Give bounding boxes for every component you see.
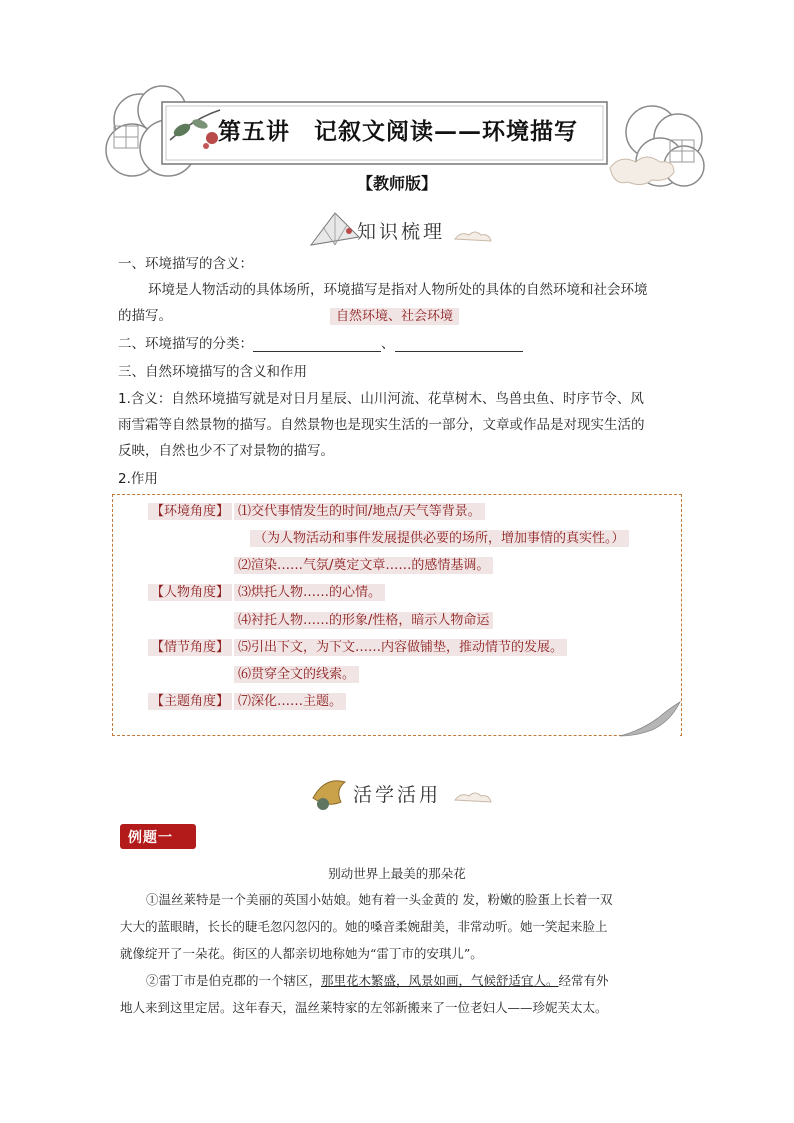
part1-body-line1: 环境是人物活动的具体场所，环境描写是指对人物所处的具体的自然环境和社会环境 <box>148 282 648 298</box>
cloud-icon <box>453 790 493 804</box>
role-item <box>234 663 359 682</box>
role-tag-character <box>148 581 232 600</box>
role-item-text: ⑹贯穿全文的线索。 <box>234 666 359 683</box>
section-title: 活学活用 <box>353 784 442 806</box>
story-p2-line2: 地人来到这里定居。这年春天，温丝莱特家的左邻新搬来了一位老妇人——珍妮芙太太。 <box>120 1000 608 1015</box>
role-tag-plot <box>148 636 232 655</box>
role-item-text: ⑴交代事情发生的时间/地点/天气等背景。 <box>234 503 485 520</box>
role-tag: 【情节角度】 <box>148 639 232 656</box>
story-p1-line3: 就像绽开了一朵花。街区的人都亲切地称她为“雷丁市的安琪儿”。 <box>120 946 483 961</box>
story-p1-line2: 大大的蓝眼睛，长长的睫毛忽闪忽闪的。她的嗓音柔婉甜美，非常动听。她一笑起来脸上 <box>120 919 608 934</box>
role-item <box>234 554 493 573</box>
role-tag-environment <box>148 500 232 519</box>
page-subtitle: 【教师版】 <box>356 174 437 193</box>
role-item <box>234 609 493 628</box>
meaning-line-3: 反映，自然也少不了对景物的描写。 <box>118 443 334 459</box>
role-tag: 【环境角度】 <box>148 503 232 520</box>
cloud-icon <box>453 229 493 243</box>
answer-blank-1 <box>253 337 381 352</box>
story-p2-line1 <box>146 971 609 989</box>
answer-highlight: 自然环境、社会环境 <box>330 308 459 325</box>
example-badge <box>120 824 196 849</box>
page-curl-icon <box>612 700 684 740</box>
story-p1-line1: ①温丝莱特是一个美丽的英国小姑娘。她有着一头金黄的 发，粉嫩的脸蛋上长着一双 <box>146 892 613 907</box>
role-item-text: ⑺深化……主题。 <box>234 693 346 710</box>
story-p2-prefix: ②雷丁市是伯克郡的一个辖区， <box>146 973 322 988</box>
fish-icon <box>305 768 355 812</box>
fan-icon <box>305 207 365 251</box>
role-tag: 【主题角度】 <box>148 693 232 710</box>
meaning-line-1: 1.含义：自然环境描写就是对日月星辰、山川河流、花草树木、鸟兽虫鱼、时序节令、风 <box>118 391 644 407</box>
effect-heading: 2.作用 <box>118 471 158 487</box>
part1-body-line2: 的描写。 <box>118 308 172 324</box>
answer-blank-2 <box>395 337 523 352</box>
role-item <box>234 500 485 519</box>
role-item-text: ⑷衬托人物……的形象/性格，暗示人物命运 <box>234 612 493 629</box>
role-item <box>250 527 629 546</box>
role-item-text: ⑸引出下文，为下文……内容做铺垫，推动情节的发展。 <box>234 639 567 656</box>
meaning-line-2: 雨雪霜等自然景物的描写。自然景物也是现实生活的一部分，文章或作品是对现实生活的 <box>118 417 645 433</box>
role-item <box>234 581 385 600</box>
story-p2-suffix: 经常有外 <box>558 973 609 988</box>
example-badge-label: 例题一 <box>128 830 173 846</box>
role-item <box>234 636 567 655</box>
story-p2-underlined: 那里花木繁盛，风景如画，气候舒适宜人。 <box>321 973 559 988</box>
part2-row <box>118 334 523 354</box>
page-title: 第五讲 记叙文阅读——环境描写 <box>218 118 578 145</box>
section-header-knowledge <box>305 207 490 251</box>
blank-separator: 、 <box>381 336 395 352</box>
role-item-text: ⑶烘托人物……的心情。 <box>234 584 385 601</box>
part3-heading: 三、自然环境描写的含义和作用 <box>118 364 307 380</box>
part2-heading: 二、环境描写的分类： <box>118 336 253 352</box>
section-title: 知识梳理 <box>357 221 446 243</box>
role-item-text: ⑵渲染……气氛/奠定文章……的感情基调。 <box>234 557 493 574</box>
section-header-practice <box>305 768 490 812</box>
role-item <box>234 690 346 709</box>
part2-answer <box>330 305 459 324</box>
role-item-text: （为人物活动和事件发展提供必要的场所，增加事情的真实性。） <box>250 530 629 547</box>
part1-heading: 一、环境描写的含义： <box>118 256 253 272</box>
role-tag-theme <box>148 690 232 709</box>
story-title: 别动世界上最美的那朵花 <box>328 866 466 881</box>
role-tag: 【人物角度】 <box>148 584 232 601</box>
